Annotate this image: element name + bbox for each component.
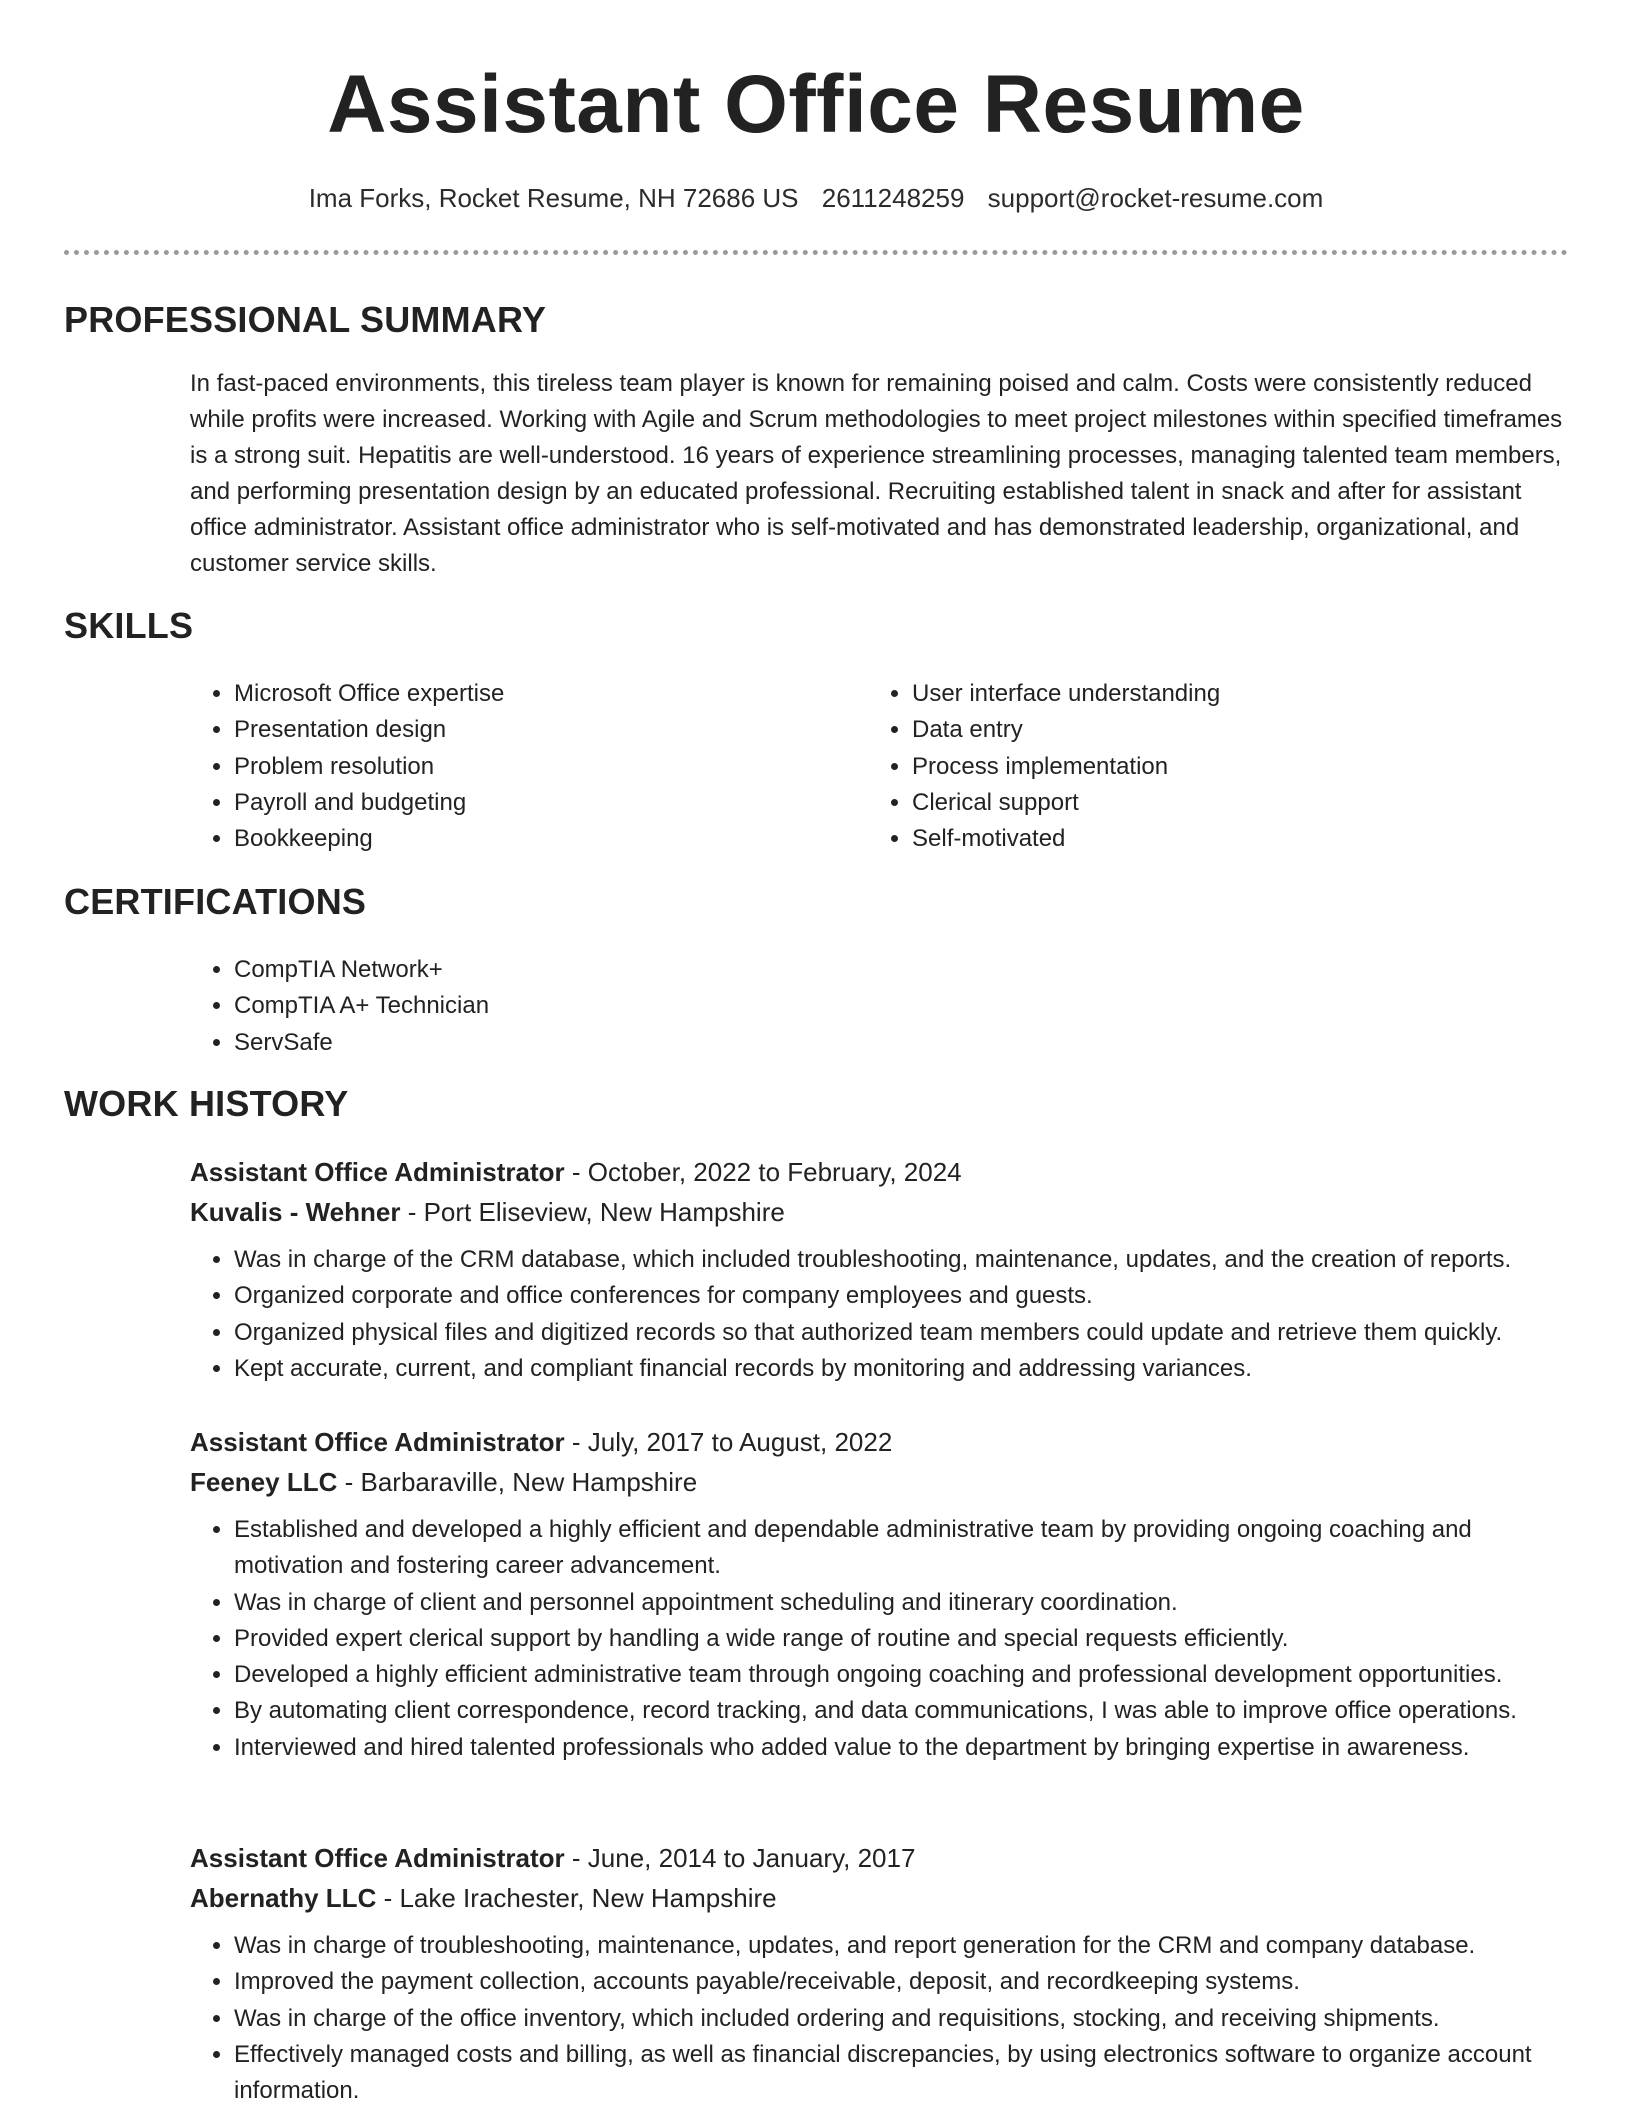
job-company-line [190,1462,1580,1502]
list-item: • Bookkeeping [234,821,830,857]
summary-text: In fast-paced environments, this tireless team player is known for remaining poised and calm. Costs were consistently reduced while profits were increased. Working with Agile and Scrum methodologies to meet project milestones within specified timeframes is a strong suit. Hepatitis are well-understood. 16 years of experience streamlining processes, managing talented team members, and performing presentation design by an educated professional. Recruiting established talent in snack and after for assistant office administrator. Assistant office administrator who is self-motivated and has demonstrated leadership, organizational, and customer service skills. [190,370,1563,577]
work-history-heading: WORK HISTORY [64,1083,349,1124]
job-company: Abernathy LLC [190,1883,377,1913]
list-item: • Improved the payment collection, accounts payable/receivable, deposit, and recordkeeping systems. [234,1964,1580,2000]
list-item: • Payroll and budgeting [234,785,830,821]
job-location: - Port Eliseview, New Hampshire [400,1197,785,1227]
job-company: Kuvalis - Wehner [190,1197,401,1227]
skills-right-list [868,676,1508,857]
list-item: • Organized physical files and digitized records so that authorized team members could update and retrieve them quickly. [234,1315,1580,1351]
job-dates: - July, 2017 to August, 2022 [564,1427,893,1457]
header-divider [64,250,1568,255]
certifications-list-wrap [190,952,990,1061]
list-item: • Was in charge of troubleshooting, maintenance, updates, and report generation for the CRM and company database. [234,1928,1580,1964]
skills-left-column [190,676,830,857]
certifications-list [190,952,990,1061]
list-item: • Microsoft Office expertise [234,676,830,712]
skills-heading: SKILLS [64,605,194,646]
job-location: - Lake Irachester, New Hampshire [376,1883,777,1913]
job-title: Assistant Office Administrator [190,1427,565,1457]
job-dates: - October, 2022 to February, 2024 [564,1157,962,1187]
job-entry [190,1422,1580,1766]
list-item: • Provided expert clerical support by handling a wide range of routine and special requests efficiently. [234,1621,1580,1657]
summary-heading: PROFESSIONAL SUMMARY [64,299,547,340]
list-item: • Effectively managed costs and billing, as well as financial discrepancies, by using electronics software to organize account information. [234,2037,1580,2110]
list-item: • Kept accurate, current, and compliant financial records by monitoring and addressing variances. [234,1351,1580,1387]
contact-line [0,180,1632,216]
job-company: Feeney LLC [190,1467,338,1497]
job-bullets [190,1928,1580,2109]
contact-phone: 2611248259 [821,183,965,213]
job-title-line [190,1838,1580,1878]
job-entry [190,1152,1580,1387]
job-company-line [190,1878,1580,1918]
list-item: • Self-motivated [912,821,1508,857]
list-item: • Presentation design [234,712,830,748]
list-item: • User interface understanding [912,676,1508,712]
list-item: • Developed a highly efficient administrative team through ongoing coaching and professional development opportunities. [234,1657,1580,1693]
job-title: Assistant Office Administrator [190,1843,565,1873]
job-bullets [190,1242,1580,1387]
skills-right-column [868,676,1508,857]
list-item: • Process implementation [912,749,1508,785]
job-title-line [190,1152,1580,1192]
job-company-line [190,1192,1580,1232]
list-item: • CompTIA A+ Technician [234,988,990,1024]
job-location: - Barbaraville, New Hampshire [337,1467,698,1497]
list-item: • CompTIA Network+ [234,952,990,988]
contact-email[interactable]: support@rocket-resume.com [987,183,1324,213]
list-item: • Was in charge of the CRM database, which included troubleshooting, maintenance, updates, and the creation of reports. [234,1242,1580,1278]
job-entry [190,1838,1580,2109]
certifications-heading: CERTIFICATIONS [64,881,367,922]
job-title: Assistant Office Administrator [190,1157,565,1187]
list-item: • Data entry [912,712,1508,748]
job-title-line [190,1422,1580,1462]
list-item: • Organized corporate and office conferences for company employees and guests. [234,1278,1580,1314]
page-title: Assistant Office Resume [327,59,1305,150]
skills-left-list [190,676,830,857]
list-item: • Was in charge of client and personnel appointment scheduling and itinerary coordination. [234,1585,1580,1621]
list-item: • Problem resolution [234,749,830,785]
list-item: • Established and developed a highly efficient and dependable administrative team by providing ongoing coaching and motivation and fostering career advancement. [234,1512,1580,1585]
contact-address: Ima Forks, Rocket Resume, NH 72686 US [308,183,799,213]
list-item: • Interviewed and hired talented professionals who added value to the department by bringing expertise in awareness. [234,1730,1580,1766]
list-item: • Was in charge of the office inventory, which included ordering and requisitions, stocking, and receiving shipments. [234,2001,1580,2037]
list-item: • By automating client correspondence, record tracking, and data communications, I was able to improve office operations. [234,1693,1580,1729]
job-dates: - June, 2014 to January, 2017 [564,1843,916,1873]
job-bullets [190,1512,1580,1766]
list-item: • Clerical support [912,785,1508,821]
list-item: • ServSafe [234,1025,990,1061]
